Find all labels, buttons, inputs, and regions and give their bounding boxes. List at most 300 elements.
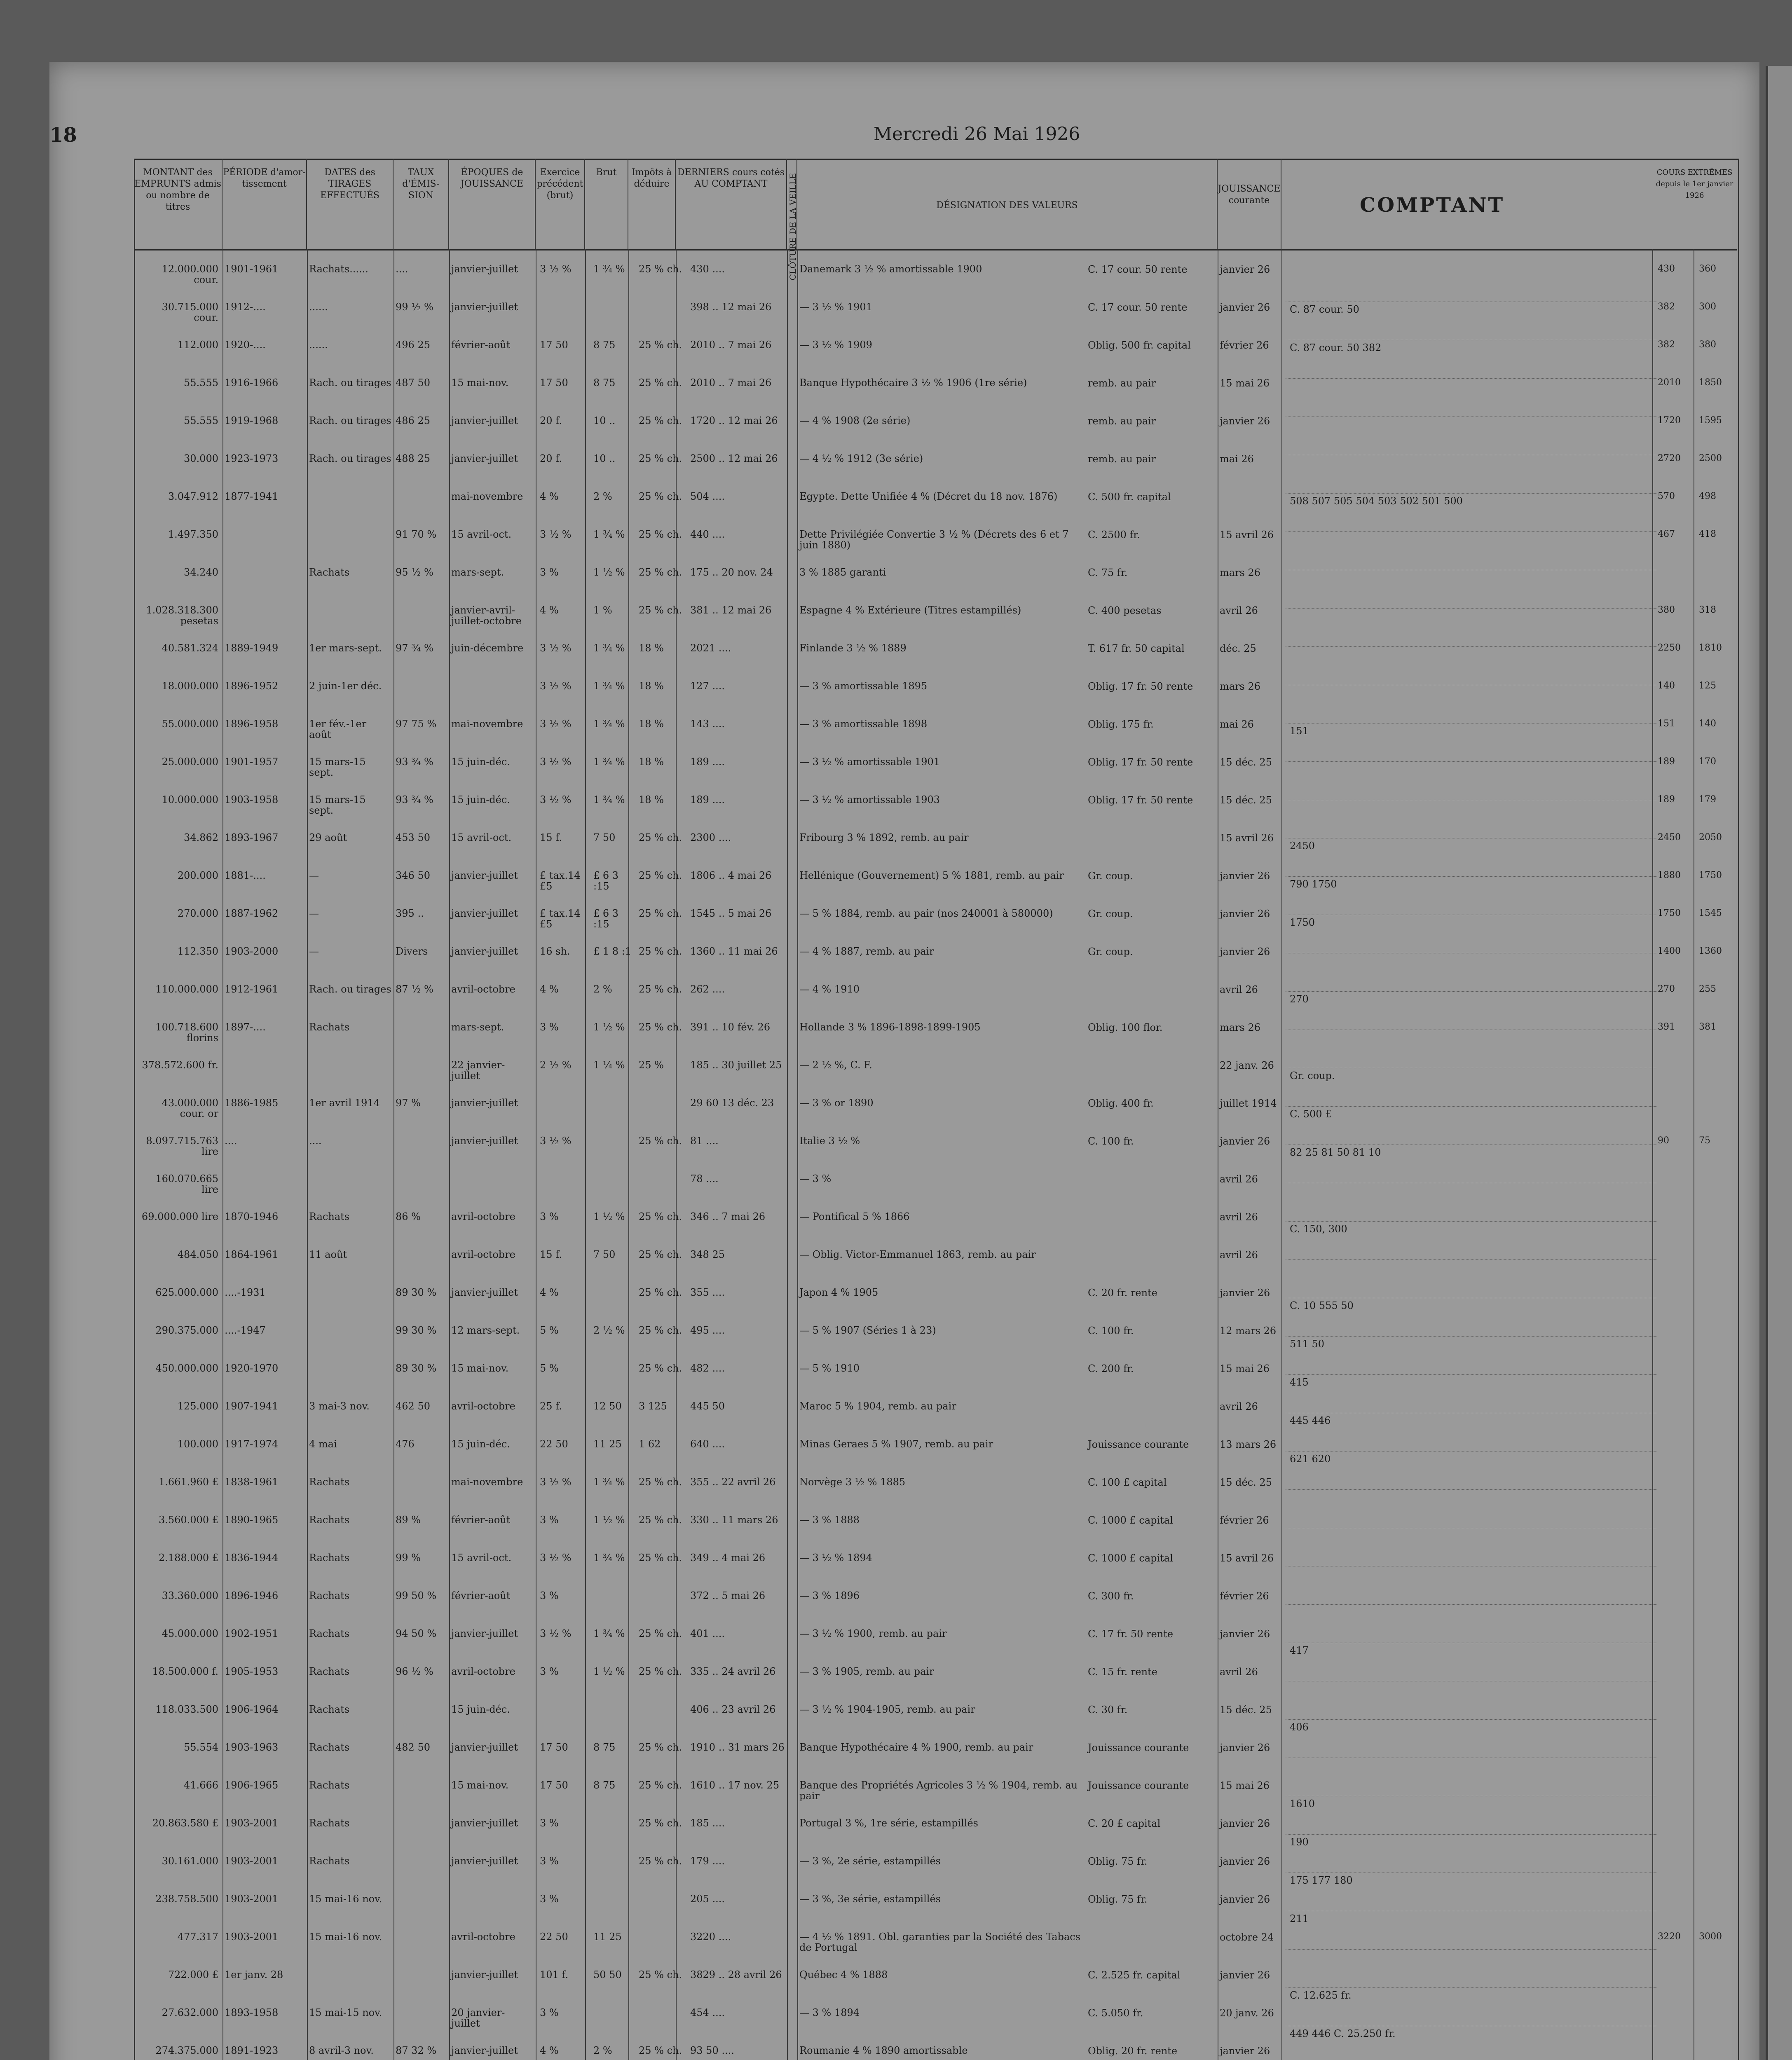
montant-cell: 12.000.000 cour.: [162, 263, 218, 286]
brut-cell: 1 ¾ %: [593, 1628, 625, 1639]
exercice-cell: 3 ½ %: [540, 263, 572, 275]
exercice-cell: 3 %: [540, 1514, 559, 1526]
jouissance-cell: déc. 25: [1220, 643, 1256, 654]
exercice-cell: 25 f.: [540, 1400, 562, 1412]
dates-cell: 1er avril 1914: [309, 1097, 380, 1109]
impots-cell: 25 % ch.: [639, 453, 682, 464]
jouissance-cell: janvier 26: [1220, 1742, 1270, 1753]
security-name: Minas Geraes 5 % 1907, remb. au pair: [799, 1438, 993, 1450]
security-name: — 4 % 1887, remb. au pair: [799, 946, 934, 957]
dates-cell: 15 mai-16 nov.: [309, 1931, 382, 1943]
plus-haut-cell: 391: [1658, 1022, 1675, 1032]
epoque-cell: juin-décembre: [451, 642, 524, 654]
designation-row: [799, 1439, 1216, 1477]
cours-extremes-row: [1654, 377, 1735, 415]
table-row: [136, 264, 787, 302]
epoque-cell: 15 mai-nov.: [451, 377, 509, 389]
brut-cell: 1 ¾ %: [593, 642, 625, 654]
plus-bas-cell: 1810: [1699, 643, 1722, 653]
plus-haut-cell: 1880: [1658, 870, 1681, 880]
designation-row: [799, 1894, 1216, 1931]
montant-cell: 30.715.000 cour.: [162, 301, 218, 323]
cours-cell: 440 ....: [690, 529, 725, 540]
table-row: [136, 605, 787, 643]
cours-cell: 445 50: [690, 1400, 725, 1412]
comptant-prices: 190: [1290, 1836, 1309, 1848]
cours-cell: 401 ....: [690, 1628, 725, 1639]
epoque-cell: janvier-juillet: [451, 908, 518, 919]
comptant-row: [1286, 264, 1656, 302]
cours-extremes-row: [1654, 453, 1735, 491]
impots-cell: 25 % ch.: [639, 1325, 682, 1336]
security-form: Oblig. 17 fr. 50 rente: [1088, 756, 1193, 768]
montant-cell: 34.240: [184, 566, 218, 578]
designation-row: [799, 1780, 1216, 1818]
brut-cell: 8 75: [593, 377, 616, 389]
cours-cell: 185 .. 30 juillet 25: [690, 1059, 782, 1071]
cours-extremes-row: [1654, 1818, 1735, 1856]
table-row: [136, 302, 787, 339]
comptant-row: [1286, 762, 1656, 800]
plus-bas-cell: 418: [1699, 529, 1716, 539]
montant-cell: 69.000.000 lire: [141, 1211, 218, 1222]
periode-cell: 1896-1946: [225, 1590, 279, 1601]
impots-cell: 25 % ch.: [639, 529, 682, 540]
epoque-cell: janvier-juillet: [451, 1742, 518, 1753]
comptant-row: [1286, 494, 1656, 532]
header-epoques: ÉPOQUES de JOUISSANCE: [449, 159, 536, 249]
comptant-prices: 211: [1290, 1913, 1309, 1924]
header-comptant: COMPTANT: [1360, 194, 1505, 217]
jouissance-cell: janvier 26: [1220, 1818, 1270, 1829]
epoque-cell: janvier-juillet: [451, 946, 518, 957]
plus-haut-cell: 140: [1658, 681, 1675, 691]
taux-cell: 488 25: [396, 453, 430, 464]
taux-cell: 99 %: [396, 1552, 421, 1564]
epoque-cell: 15 juin-déc.: [451, 794, 510, 805]
security-form: C. 500 fr. capital: [1088, 491, 1171, 503]
cours-extremes-row: [1654, 529, 1735, 567]
dates-cell: Rachats: [309, 1021, 350, 1033]
jouissance-cell: 12 mars 26: [1220, 1325, 1277, 1337]
taux-cell: 97 ¾ %: [396, 642, 433, 654]
comptant-prices: C. 87 cour. 50: [1290, 304, 1359, 315]
security-form: C. 100 £ capital: [1088, 1477, 1167, 1488]
impots-cell: 18 %: [639, 718, 664, 730]
security-form: C. 300 fr.: [1088, 1590, 1134, 1602]
cours-cell: 1610 .. 17 nov. 25: [690, 1779, 780, 1791]
jouissance-cell: février 26: [1220, 339, 1269, 351]
cours-extremes-row: [1654, 339, 1735, 377]
security-name: — 5 % 1910: [799, 1362, 860, 1374]
security-name: — 5 % 1884, remb. au pair (nos 240001 à 580000): [799, 908, 1053, 919]
impots-cell: 18 %: [639, 794, 664, 805]
plus-haut-cell: 1400: [1658, 946, 1681, 956]
adjacent-page-edge: [1766, 66, 1792, 2060]
exercice-cell: 3 ½ %: [540, 1476, 572, 1488]
plus-haut-cell: 270: [1658, 984, 1675, 994]
security-name: Danemark 3 ½ % amortissable 1900: [799, 263, 982, 275]
impots-cell: 25 % ch.: [639, 1742, 682, 1753]
security-name: Maroc 5 % 1904, remb. au pair: [799, 1400, 956, 1412]
security-name: — 3 ½ % 1909: [799, 339, 872, 351]
cours-extremes-row: [1654, 1931, 1735, 1969]
security-name: — 3 % 1888: [799, 1514, 860, 1526]
designation-row: [799, 1363, 1216, 1401]
jouissance-cell: mars 26: [1220, 567, 1261, 578]
comptant-prices: 406: [1290, 1721, 1309, 1733]
exercice-cell: 3 ½ %: [540, 1552, 572, 1564]
jouissance-cell: février 26: [1220, 1515, 1269, 1526]
security-form: Jouissance courante: [1088, 1780, 1189, 1791]
comptant-row: [1286, 1183, 1656, 1222]
dates-cell: Rach. ou tirages: [309, 415, 391, 426]
cours-cell: 482 ....: [690, 1362, 725, 1374]
montant-cell: 45.000.000: [162, 1628, 218, 1639]
impots-cell: 25 % ch.: [639, 377, 682, 389]
epoque-cell: janvier-juillet: [451, 1817, 518, 1829]
plus-bas-cell: 140: [1699, 719, 1716, 729]
header-periode: PÉRIODE d'amor-tissement: [223, 159, 307, 249]
dates-cell: Rachats......: [309, 263, 368, 275]
dates-cell: Rachats: [309, 1590, 350, 1601]
table-row: [136, 1856, 787, 1894]
security-form: Oblig. 175 fr.: [1088, 719, 1154, 730]
jouissance-cell: 15 mai 26: [1220, 1780, 1270, 1791]
impots-cell: 25 % ch.: [639, 983, 682, 995]
plus-bas-cell: 1360: [1699, 946, 1722, 956]
impots-cell: 25 % ch.: [639, 1135, 682, 1147]
taux-cell: Divers: [396, 946, 428, 957]
table-row: [136, 1363, 787, 1401]
table-row: [136, 1969, 787, 2007]
epoque-cell: mai-novembre: [451, 1476, 523, 1488]
montant-cell: 274.375.000: [155, 2045, 218, 2056]
cours-cell: 330 .. 11 mars 26: [690, 1514, 778, 1526]
epoque-cell: 15 juin-déc.: [451, 1704, 510, 1715]
jouissance-cell: janvier 26: [1220, 870, 1270, 882]
epoque-cell: 15 mai-nov.: [451, 1362, 509, 1374]
table-row: [136, 415, 787, 453]
jouissance-cell: [1220, 491, 1277, 529]
table-row: [136, 908, 787, 946]
comptant-prices: 175 177 180: [1290, 1875, 1353, 1886]
cours-cell: 504 ....: [690, 491, 725, 502]
periode-cell: 1881-....: [225, 870, 266, 881]
jouissance-cell: avril 26: [1220, 605, 1258, 616]
taux-cell: 487 50: [396, 377, 430, 389]
cours-extremes-row: [1654, 1894, 1735, 1931]
comptant-row: [1286, 1566, 1656, 1605]
comptant-row: [1286, 1451, 1656, 1490]
cours-cell: 189 ....: [690, 794, 725, 805]
exercice-cell: 3 %: [540, 1590, 559, 1601]
comptant-row: [1286, 1911, 1656, 1950]
cours-extremes-row: [1654, 756, 1735, 794]
taux-cell: ....: [396, 263, 408, 275]
table-row: [136, 1249, 787, 1287]
plus-bas-cell: 2500: [1699, 453, 1722, 464]
plus-haut-cell: 430: [1658, 264, 1675, 274]
cours-cell: 430 ....: [690, 263, 725, 275]
cours-cell: 3829 .. 28 avril 26: [690, 1969, 782, 1980]
epoque-cell: avril-octobre: [451, 1400, 515, 1412]
dates-cell: 2 juin-1er déc.: [309, 680, 382, 692]
comptant-prices: C. 150, 300: [1290, 1223, 1347, 1235]
epoque-cell: janvier-juillet: [451, 263, 518, 275]
jouissance-cell: janvier 26: [1220, 302, 1270, 313]
brut-cell: 11 25: [593, 1438, 622, 1450]
periode-cell: 1917-1974: [225, 1438, 279, 1450]
comptant-row: [1286, 1260, 1656, 1298]
brut-cell: 1 ¾ %: [593, 680, 625, 692]
designation-row: [799, 529, 1216, 567]
plus-bas-cell: 300: [1699, 302, 1716, 312]
designation-row: [799, 1249, 1216, 1287]
montant-cell: 112.350: [177, 946, 218, 957]
security-form: remb. au pair: [1088, 415, 1156, 427]
designation-row: [799, 2007, 1216, 2045]
cours-extremes-row: [1654, 1666, 1735, 1704]
impots-cell: 25 % ch.: [639, 908, 682, 919]
impots-cell: 25 % ch.: [639, 566, 682, 578]
periode-cell: 1912-....: [225, 301, 266, 313]
taux-cell: 91 70 %: [396, 529, 437, 540]
security-name: Hollande 3 % 1896-1898-1899-1905: [799, 1021, 981, 1033]
security-form: Oblig. 17 fr. 50 rente: [1088, 681, 1193, 692]
dates-cell: Rach. ou tirages: [309, 453, 391, 464]
dates-cell: Rach. ou tirages: [309, 377, 391, 389]
security-name: — 3 % amortissable 1895: [799, 680, 928, 692]
jouissance-cell: février 26: [1220, 1590, 1269, 1602]
table-row: [136, 1325, 787, 1363]
designation-row: [799, 1060, 1216, 1098]
designation-row: [799, 605, 1216, 643]
cours-extremes-row: [1654, 567, 1735, 605]
montant-cell: 110.000.000: [155, 983, 218, 995]
exercice-cell: £ tax.14 £5: [540, 870, 581, 892]
exercice-cell: 17 50: [540, 1742, 568, 1753]
comptant-row: [1286, 1950, 1656, 1988]
montant-cell: 41.666: [184, 1779, 218, 1791]
cours-cell: 454 ....: [690, 2007, 725, 2018]
cours-extremes-row: [1654, 1590, 1735, 1628]
comptant-row: [1286, 570, 1656, 609]
epoque-cell: février-août: [451, 339, 511, 351]
taux-cell: 482 50: [396, 1742, 430, 1753]
jouissance-cell: avril 26: [1220, 1666, 1258, 1678]
dates-cell: Rachats: [309, 1779, 350, 1791]
dates-cell: Rachats: [309, 1476, 350, 1488]
plus-haut-cell: 570: [1658, 491, 1675, 501]
periode-cell: 1896-1958: [225, 718, 279, 730]
security-name: — 3 % or 1890: [799, 1097, 874, 1109]
montant-cell: 1.028.318.300 pesetas: [146, 604, 218, 627]
epoque-cell: 15 juin-déc.: [451, 756, 510, 768]
designation-row: [799, 491, 1216, 529]
jouissance-cell: 15 déc. 25: [1220, 1477, 1272, 1488]
cours-extremes-row: [1654, 264, 1735, 302]
designation-row: [799, 681, 1216, 719]
impots-cell: 25 % ch.: [639, 1552, 682, 1564]
table-row: [136, 1135, 787, 1173]
montant-cell: 270.000: [177, 908, 218, 919]
jouissance-cell: mai 26: [1220, 453, 1254, 465]
cours-cell: 93 50 ....: [690, 2045, 734, 2056]
comptant-row: [1286, 1796, 1656, 1835]
epoque-cell: 15 juin-déc.: [451, 1438, 510, 1450]
plus-haut-cell: 189: [1658, 794, 1675, 805]
plus-bas-cell: 3000: [1699, 1931, 1722, 1942]
montant-cell: 1.661.960 £: [158, 1476, 218, 1488]
header-montant: MONTANT des EMPRUNTS admis ou nombre de titres: [134, 159, 223, 249]
exercice-cell: 3 %: [540, 1893, 559, 1905]
jouissance-cell: avril 26: [1220, 1249, 1258, 1261]
comptant-prices: 270: [1290, 993, 1309, 1005]
security-name: — 3 ½ % 1900, remb. au pair: [799, 1628, 947, 1639]
table-row: [136, 984, 787, 1022]
security-form: C. 100 fr.: [1088, 1325, 1134, 1337]
table-row: [136, 643, 787, 681]
comptant-row: [1286, 302, 1656, 340]
impots-cell: 25 % ch.: [639, 1287, 682, 1298]
designation-row: [799, 870, 1216, 908]
designation-row: [799, 415, 1216, 453]
cours-cell: 1545 .. 5 mai 26: [690, 908, 772, 919]
table-row: [136, 1780, 787, 1818]
plus-bas-cell: 381: [1699, 1022, 1716, 1032]
brut-cell: 1 ¾ %: [593, 529, 625, 540]
table-row: [136, 377, 787, 415]
header-dates: DATES des TIRAGES EFFECTUÉS: [307, 159, 394, 249]
table-row: [136, 491, 787, 529]
dates-cell: Rachats: [309, 1628, 350, 1639]
security-form: T. 617 fr. 50 capital: [1088, 643, 1185, 654]
taux-cell: 93 ¾ %: [396, 794, 433, 805]
montant-cell: 8.097.715.763 lire: [146, 1135, 218, 1157]
taux-cell: 89 30 %: [396, 1287, 437, 1298]
montant-cell: 55.554: [184, 1742, 218, 1753]
exercice-cell: 3 %: [540, 1211, 559, 1222]
cours-extremes-row: [1654, 1515, 1735, 1552]
header-impots: Impôts à déduire: [628, 159, 676, 249]
periode-cell: 1920-1970: [225, 1362, 279, 1374]
security-form: C. 1000 £ capital: [1088, 1515, 1173, 1526]
epoque-cell: janvier-juillet: [451, 2045, 518, 2056]
security-name: Fribourg 3 % 1892, remb. au pair: [799, 832, 969, 843]
security-form: C. 20 fr. rente: [1088, 1287, 1157, 1299]
cours-cell: 355 ....: [690, 1287, 725, 1298]
security-name: — 4 % 1910: [799, 983, 860, 995]
jouissance-cell: 15 mai 26: [1220, 1363, 1270, 1374]
designation-row: [799, 1818, 1216, 1856]
comptant-row: [1286, 647, 1656, 685]
exercice-cell: 3 ½ %: [540, 680, 572, 692]
epoque-cell: 22 janvier-juillet: [451, 1059, 505, 1082]
exercice-cell: 4 %: [540, 983, 559, 995]
plus-haut-cell: 467: [1658, 529, 1675, 539]
security-form: C. 1000 £ capital: [1088, 1552, 1173, 1564]
comptant-row: [1286, 1068, 1656, 1107]
exercice-cell: 20 f.: [540, 453, 562, 464]
plus-bas-cell: 318: [1699, 605, 1716, 615]
brut-cell: £ 6 3 :15: [593, 870, 619, 892]
brut-cell: 10 ..: [593, 415, 616, 426]
exercice-cell: 3 %: [540, 2007, 559, 2018]
montant-cell: 290.375.000: [155, 1325, 218, 1336]
jouissance-cell: 15 mai 26: [1220, 377, 1270, 389]
comptant-prices: 511 50: [1290, 1338, 1324, 1350]
taux-cell: 94 50 %: [396, 1628, 437, 1639]
security-form: C. 15 fr. rente: [1088, 1666, 1157, 1678]
impots-cell: 25 % ch.: [639, 2045, 682, 2056]
impots-cell: 18 %: [639, 680, 664, 692]
epoque-cell: janvier-avril-juillet-octobre: [451, 604, 522, 627]
security-form: Oblig. 500 fr. capital: [1088, 339, 1191, 351]
security-name: — 3 ½ % amortissable 1903: [799, 794, 940, 805]
table-row: [136, 1818, 787, 1856]
cours-extremes-row: [1654, 1060, 1735, 1098]
plus-haut-cell: 3220: [1658, 1931, 1681, 1942]
comptant-row: [1286, 992, 1656, 1030]
cours-cell: 2010 .. 7 mai 26: [690, 339, 772, 351]
security-form: Oblig. 100 flor.: [1088, 1022, 1163, 1033]
comptant-row: [1286, 877, 1656, 915]
table-row: [136, 1211, 787, 1249]
cours-extremes-row: [1654, 605, 1735, 643]
cours-cell: 2300 ....: [690, 832, 731, 843]
comptant-row: [1286, 1145, 1656, 1183]
periode-cell: ....: [225, 1135, 237, 1147]
column-rule: [1281, 249, 1282, 2060]
designation-row: [799, 908, 1216, 946]
periode-cell: 1836-1944: [225, 1552, 279, 1564]
periode-cell: ....-1947: [225, 1325, 266, 1336]
comptant-prices: 449 446 C. 25.250 fr.: [1290, 2028, 1396, 2039]
impots-cell: 25 % ch.: [639, 1779, 682, 1791]
security-name: Japon 4 % 1905: [799, 1287, 878, 1298]
epoque-cell: janvier-juillet: [451, 1135, 518, 1147]
dates-cell: ......: [309, 339, 328, 351]
header-divider: [134, 249, 1737, 250]
exercice-cell: 3 ½ %: [540, 529, 572, 540]
brut-cell: 50 50: [593, 1969, 622, 1980]
security-form: Jouissance courante: [1088, 1742, 1189, 1753]
security-name: — 3 % 1894: [799, 2007, 860, 2018]
periode-cell: 1903-1963: [225, 1742, 279, 1753]
table-row: [136, 1552, 787, 1590]
header-brut: Brut: [585, 159, 628, 249]
designation-row: [799, 1401, 1216, 1439]
exercice-cell: 3 %: [540, 1855, 559, 1867]
cours-cell: 81 ....: [690, 1135, 719, 1147]
plus-bas-cell: 1595: [1699, 415, 1722, 426]
comptant-row: [1286, 417, 1656, 455]
taux-cell: 99 30 %: [396, 1325, 437, 1336]
brut-cell: 1 ¾ %: [593, 1476, 625, 1488]
security-form: Jouissance courante: [1088, 1439, 1189, 1450]
brut-cell: 12 50: [593, 1400, 622, 1412]
dates-cell: Rachats: [309, 1514, 350, 1526]
epoque-cell: janvier-juillet: [451, 1855, 518, 1867]
jouissance-cell: janvier 26: [1220, 908, 1270, 920]
designation-row: [799, 1742, 1216, 1780]
security-form: C. 200 fr.: [1088, 1363, 1134, 1374]
epoque-cell: mars-sept.: [451, 566, 504, 578]
security-name: — 5 % 1907 (Séries 1 à 23): [799, 1325, 936, 1336]
jouissance-cell: janvier 26: [1220, 2045, 1270, 2057]
table-row: [136, 1590, 787, 1628]
